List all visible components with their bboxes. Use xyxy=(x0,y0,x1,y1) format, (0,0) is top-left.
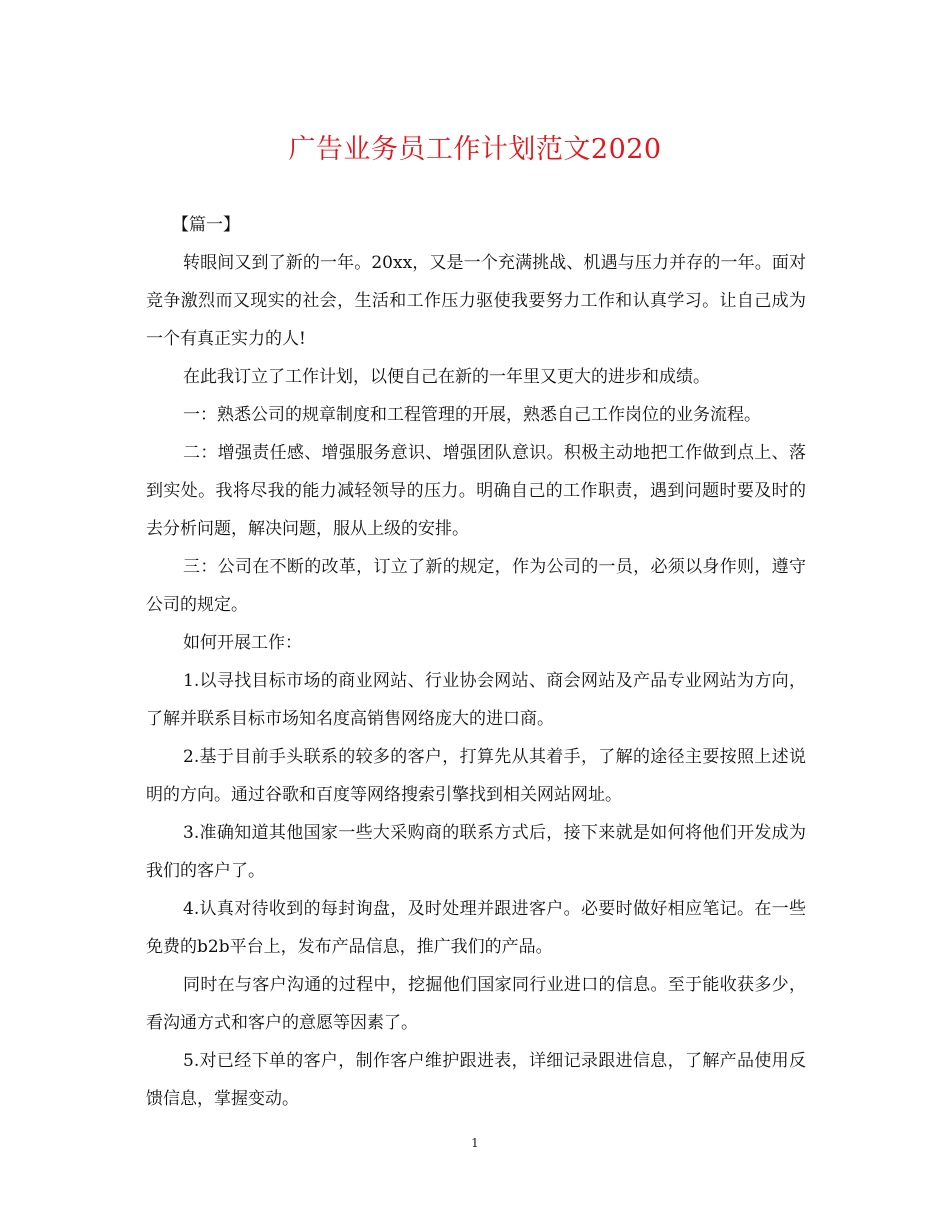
paragraph-step-4-cont: 同时在与客户沟通的过程中，挖掘他们国家同行业进口的信息。至于能收获多少，看沟通方式和客户的意愿等因素了。 xyxy=(146,975,806,1033)
document-title: 广告业务员工作计划范文2020 xyxy=(288,134,662,165)
page-number: 1 xyxy=(471,1136,479,1150)
paragraph-plan: 在此我订立了工作计划，以便自己在新的一年里又更大的进步和成绩。 xyxy=(183,367,710,387)
document-body xyxy=(146,206,806,1118)
paragraph-point-3: 三：公司在不断的改革，订立了新的规定，作为公司的一员，必须以身作则，遵守公司的规定。 xyxy=(146,557,806,615)
paragraph-step-3: 3.准确知道其他国家一些大采购商的联系方式后，接下来就是如何将他们开发成为我们的客户了。 xyxy=(146,823,806,881)
paragraph-step-4: 4.认真对待收到的每封询盘，及时处理并跟进客户。必要时做好相应笔记。在一些免费的b2b平台上，发布产品信息，推广我们的产品。 xyxy=(146,899,806,957)
paragraph-step-2: 2.基于目前手头联系的较多的客户，打算先从其着手，了解的途径主要按照上述说明的方向。通过谷歌和百度等网络搜索引擎找到相关网站网址。 xyxy=(146,747,806,805)
paragraph-step-1: 1.以寻找目标市场的商业网站、行业协会网站、商会网站及产品专业网站为方向，了解并联系目标市场知名度高销售网络庞大的进口商。 xyxy=(146,671,806,729)
paragraph-intro: 转眼间又到了新的一年。20xx，又是一个充满挑战、机遇与压力并存的一年。面对竞争激烈而又现实的社会，生活和工作压力驱使我要努力工作和认真学习。让自己成为一个有真正实力的人! xyxy=(146,253,806,349)
paragraph-point-1: 一：熟悉公司的规章制度和工程管理的开展，熟悉自己工作岗位的业务流程。 xyxy=(183,405,761,425)
paragraph-point-2: 二：增强责任感、增强服务意识、增强团队意识。积极主动地把工作做到点上、落到实处。我将尽我的能力减轻领导的压力。明确自己的工作职责，遇到问题时要及时的去分析问题，解决问题，服从上级的安排。 xyxy=(146,443,806,539)
section-label: 【篇一】 xyxy=(172,215,240,235)
paragraph-step-5: 5.对已经下单的客户，制作客户维护跟进表，详细记录跟进信息，了解产品使用反馈信息，掌握变动。 xyxy=(146,1051,806,1109)
paragraph-how-to: 如何开展工作： xyxy=(183,633,302,653)
